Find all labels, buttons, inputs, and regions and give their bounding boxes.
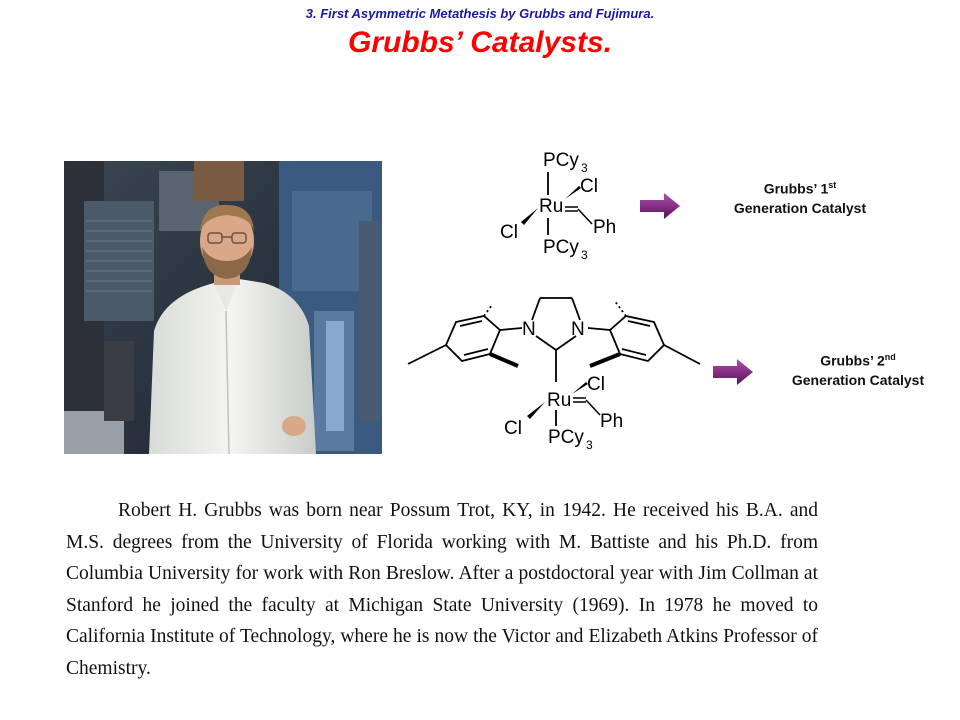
second-generation-sup: nd	[884, 352, 896, 362]
second-generation-line2: Generation Catalyst	[791, 371, 925, 388]
first-generation-sup: st	[828, 180, 837, 190]
cl2-left-label: Cl	[504, 418, 522, 439]
second-generation-name: Grubbs’ 2	[820, 352, 885, 369]
pcy3-bottom-label: PCy	[543, 237, 579, 258]
pcy3-subscript: 3	[586, 438, 593, 452]
arrow-right-icon	[640, 193, 680, 219]
ru2-label: Ru	[547, 390, 572, 411]
first-generation-structure	[500, 150, 616, 262]
first-generation-label	[700, 176, 900, 218]
n-right-label: N	[571, 319, 585, 340]
first-generation-line2: Generation Catalyst	[733, 199, 867, 216]
cl-left-label: Cl	[500, 222, 518, 243]
arrow-right-icon	[713, 359, 753, 385]
pcy3-top-subscript: 3	[581, 161, 588, 175]
ph-label: Ph	[593, 217, 617, 238]
second-generation-label	[758, 348, 958, 390]
cl-right-label: Cl	[580, 176, 598, 197]
ph2-label: Ph	[600, 411, 624, 432]
cl2-right-label: Cl	[587, 374, 605, 395]
biography-paragraph: Robert H. Grubbs was born near Possum Trot, KY, in 1942. He received his B.A. and M.S. degrees from the University of Florida working with M. Battiste and his Ph.D. from Columbia University for work with Ron Breslow. After a postdoctoral year with Jim Collman at Stanford he joined the faculty at Michigan State University (1969). In 1978 he moved to California Institute of Technology, where he is now the Victor and Elizabeth Atkins Professor of Chemistry.	[66, 500, 818, 679]
pcy3-label: PCy	[548, 427, 584, 448]
pcy3-bottom-subscript: 3	[581, 248, 588, 262]
pcy3-top-label: PCy	[543, 150, 579, 171]
slide-title: Grubbs’ Catalysts.	[348, 26, 612, 59]
slide-subtitle: 3. First Asymmetric Metathesis by Grubbs and Fujimura.	[305, 6, 655, 21]
first-generation-name: Grubbs’ 1	[763, 180, 829, 197]
portrait-photo	[64, 161, 382, 454]
n-left-label: N	[522, 319, 536, 340]
ru-label: Ru	[539, 196, 564, 217]
catalyst-structures	[400, 140, 730, 460]
